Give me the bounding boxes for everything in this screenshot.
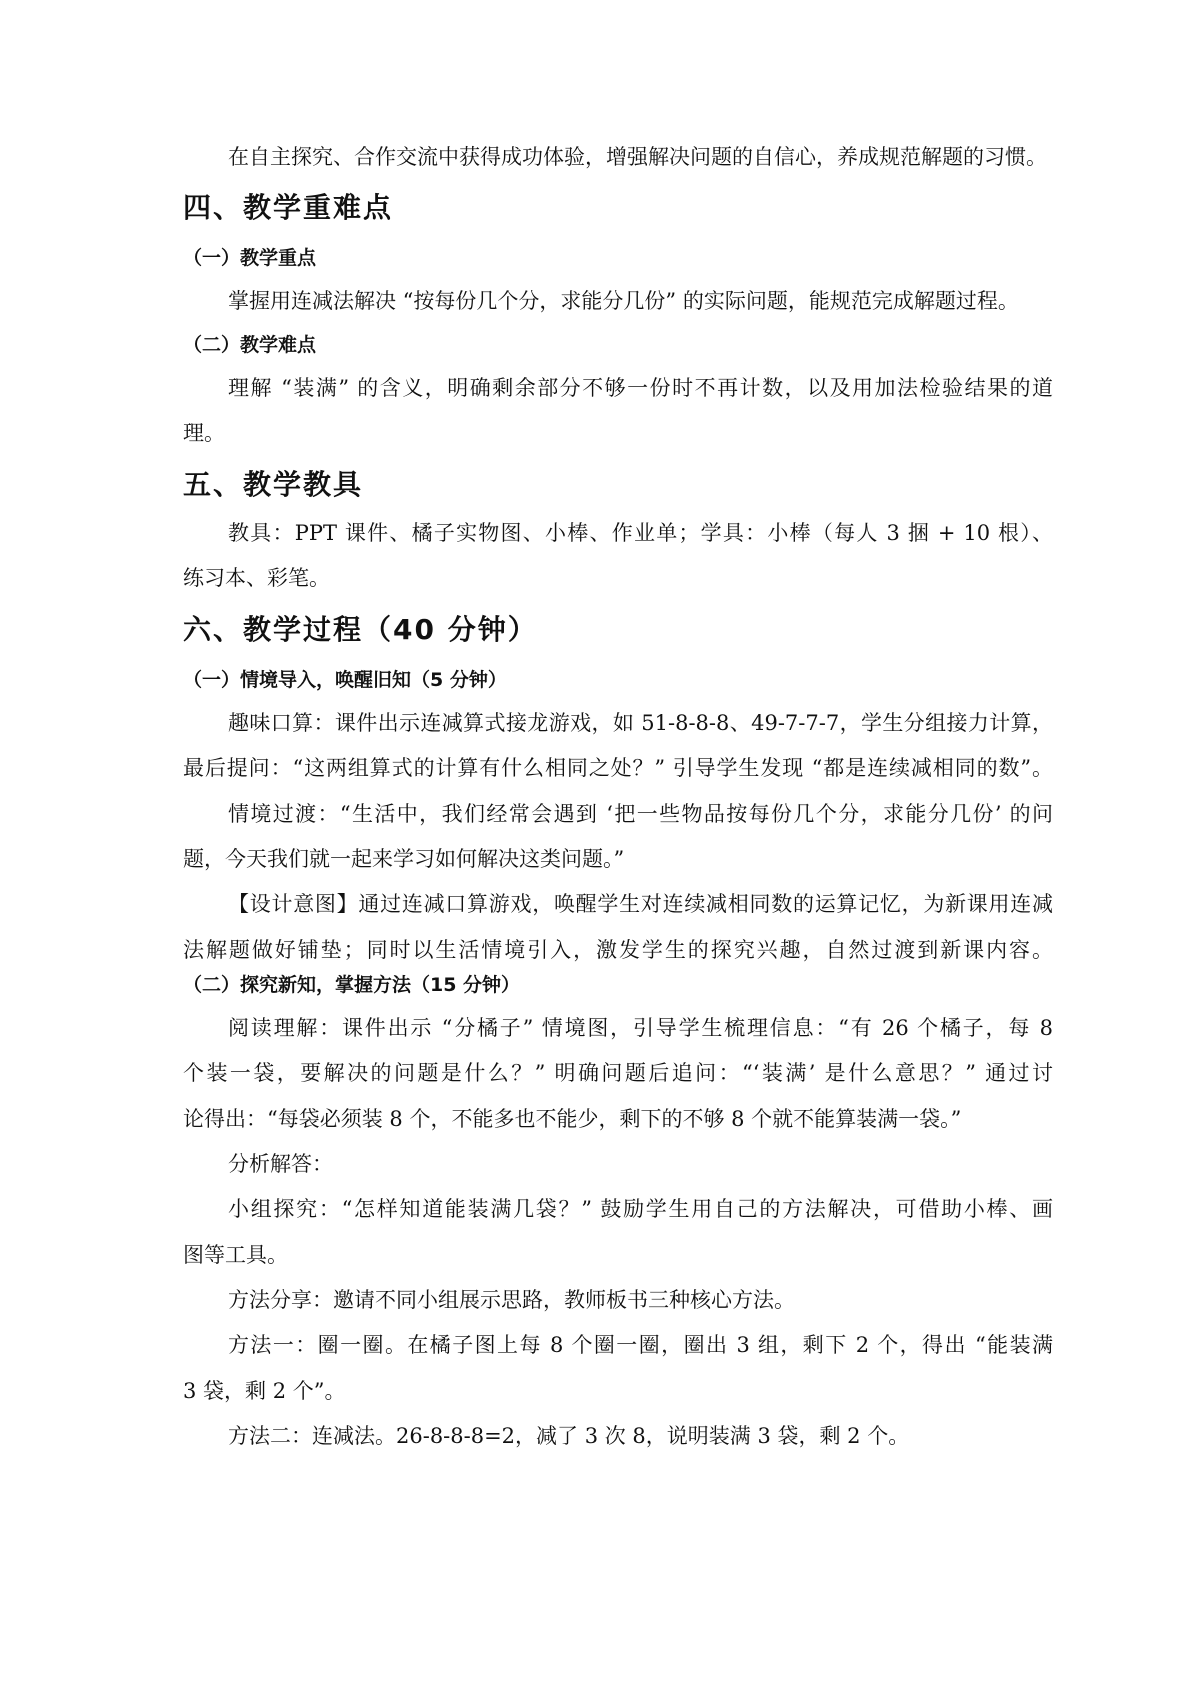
teaching-aids-paragraph-line: 练习本、彩笔。 (183, 566, 330, 590)
introduction-paragraph-line: 趣味口算：课件出示连减算式接龙游戏，如 51-8-8-8、49-7-7-7，学生分组接力计算， (228, 711, 1053, 735)
method-sharing-paragraph-line: 方法分享：邀请不同小组展示思路，教师板书三种核心方法。 (228, 1288, 795, 1312)
section-heading-teaching-aids: 五、教学教具 (183, 468, 364, 501)
group-exploration-paragraph-line: 小组探究：“怎样知道能装满几袋？” 鼓励学生用自己的方法解决，可借助小棒、画 (228, 1197, 1053, 1221)
subheading-key-point: （一）教学重点 (183, 247, 317, 269)
design-intent-paragraph-line: 【设计意图】通过连减口算游戏，唤醒学生对连续减相同数的运算记忆，为新课用连减 (228, 892, 1053, 916)
exploration-paragraph-line: 论得出：“每袋必须装 8 个，不能多也不能少，剩下的不够 8 个就不能算装满一袋。” (183, 1107, 962, 1131)
method-two-paragraph-line: 方法二：连减法。26-8-8-8=2，减了 3 次 8，说明装满 3 袋，剩 2 个。 (228, 1424, 910, 1448)
design-intent-paragraph-line: 法解题做好铺垫；同时以生活情境引入，激发学生的探究兴趣，自然过渡到新课内容。 (183, 938, 1053, 962)
difficult-point-paragraph-line: 理。 (183, 421, 225, 445)
method-one-paragraph-line: 3 袋，剩 2 个”。 (183, 1379, 346, 1403)
teaching-aids-paragraph-line: 教具：PPT 课件、橘子实物图、小棒、作业单；学具：小棒（每人 3 捆 + 10 根）、 (228, 521, 1053, 545)
subheading-exploration: （二）探究新知，掌握方法（15 分钟） (183, 974, 521, 996)
introduction-paragraph-line: 题，今天我们就一起来学习如何解决这类问题。” (183, 847, 625, 871)
introduction-paragraph-line: 情境过渡：“生活中，我们经常会遇到 ‘把一些物品按每份几个分，求能分几份’ 的问 (228, 802, 1053, 826)
group-exploration-paragraph-line: 图等工具。 (183, 1243, 288, 1267)
method-one-paragraph-line: 方法一：圈一圈。在橘子图上每 8 个圈一圈，圈出 3 组，剩下 2 个，得出 “能装满 (228, 1333, 1053, 1357)
exploration-paragraph-line: 个装一袋，要解决的问题是什么？” 明确问题后追问：“‘装满’ 是什么意思？” 通过讨 (183, 1061, 1053, 1085)
goal-paragraph-line: 在自主探究、合作交流中获得成功体验，增强解决问题的自信心，养成规范解题的习惯。 (228, 145, 1047, 169)
key-point-paragraph-line: 掌握用连减法解决 “按每份几个分，求能分几份” 的实际问题，能规范完成解题过程。 (228, 289, 1019, 313)
section-heading-key-points: 四、教学重难点 (183, 191, 394, 224)
section-heading-teaching-process: 六、教学过程（40 分钟） (183, 613, 538, 646)
subheading-introduction: （一）情境导入，唤醒旧知（5 分钟） (183, 669, 507, 691)
exploration-paragraph-line: 阅读理解：课件出示 “分橘子” 情境图，引导学生梳理信息：“有 26 个橘子，每 8 (228, 1016, 1053, 1040)
analysis-label-line: 分析解答： (228, 1152, 333, 1176)
difficult-point-paragraph-line: 理解 “装满” 的含义，明确剩余部分不够一份时不再计数，以及用加法检验结果的道 (228, 376, 1053, 400)
introduction-paragraph-line: 最后提问：“这两组算式的计算有什么相同之处？” 引导学生发现 “都是连续减相同的数”。 (183, 756, 1053, 780)
subheading-difficult-point: （二）教学难点 (183, 334, 317, 356)
